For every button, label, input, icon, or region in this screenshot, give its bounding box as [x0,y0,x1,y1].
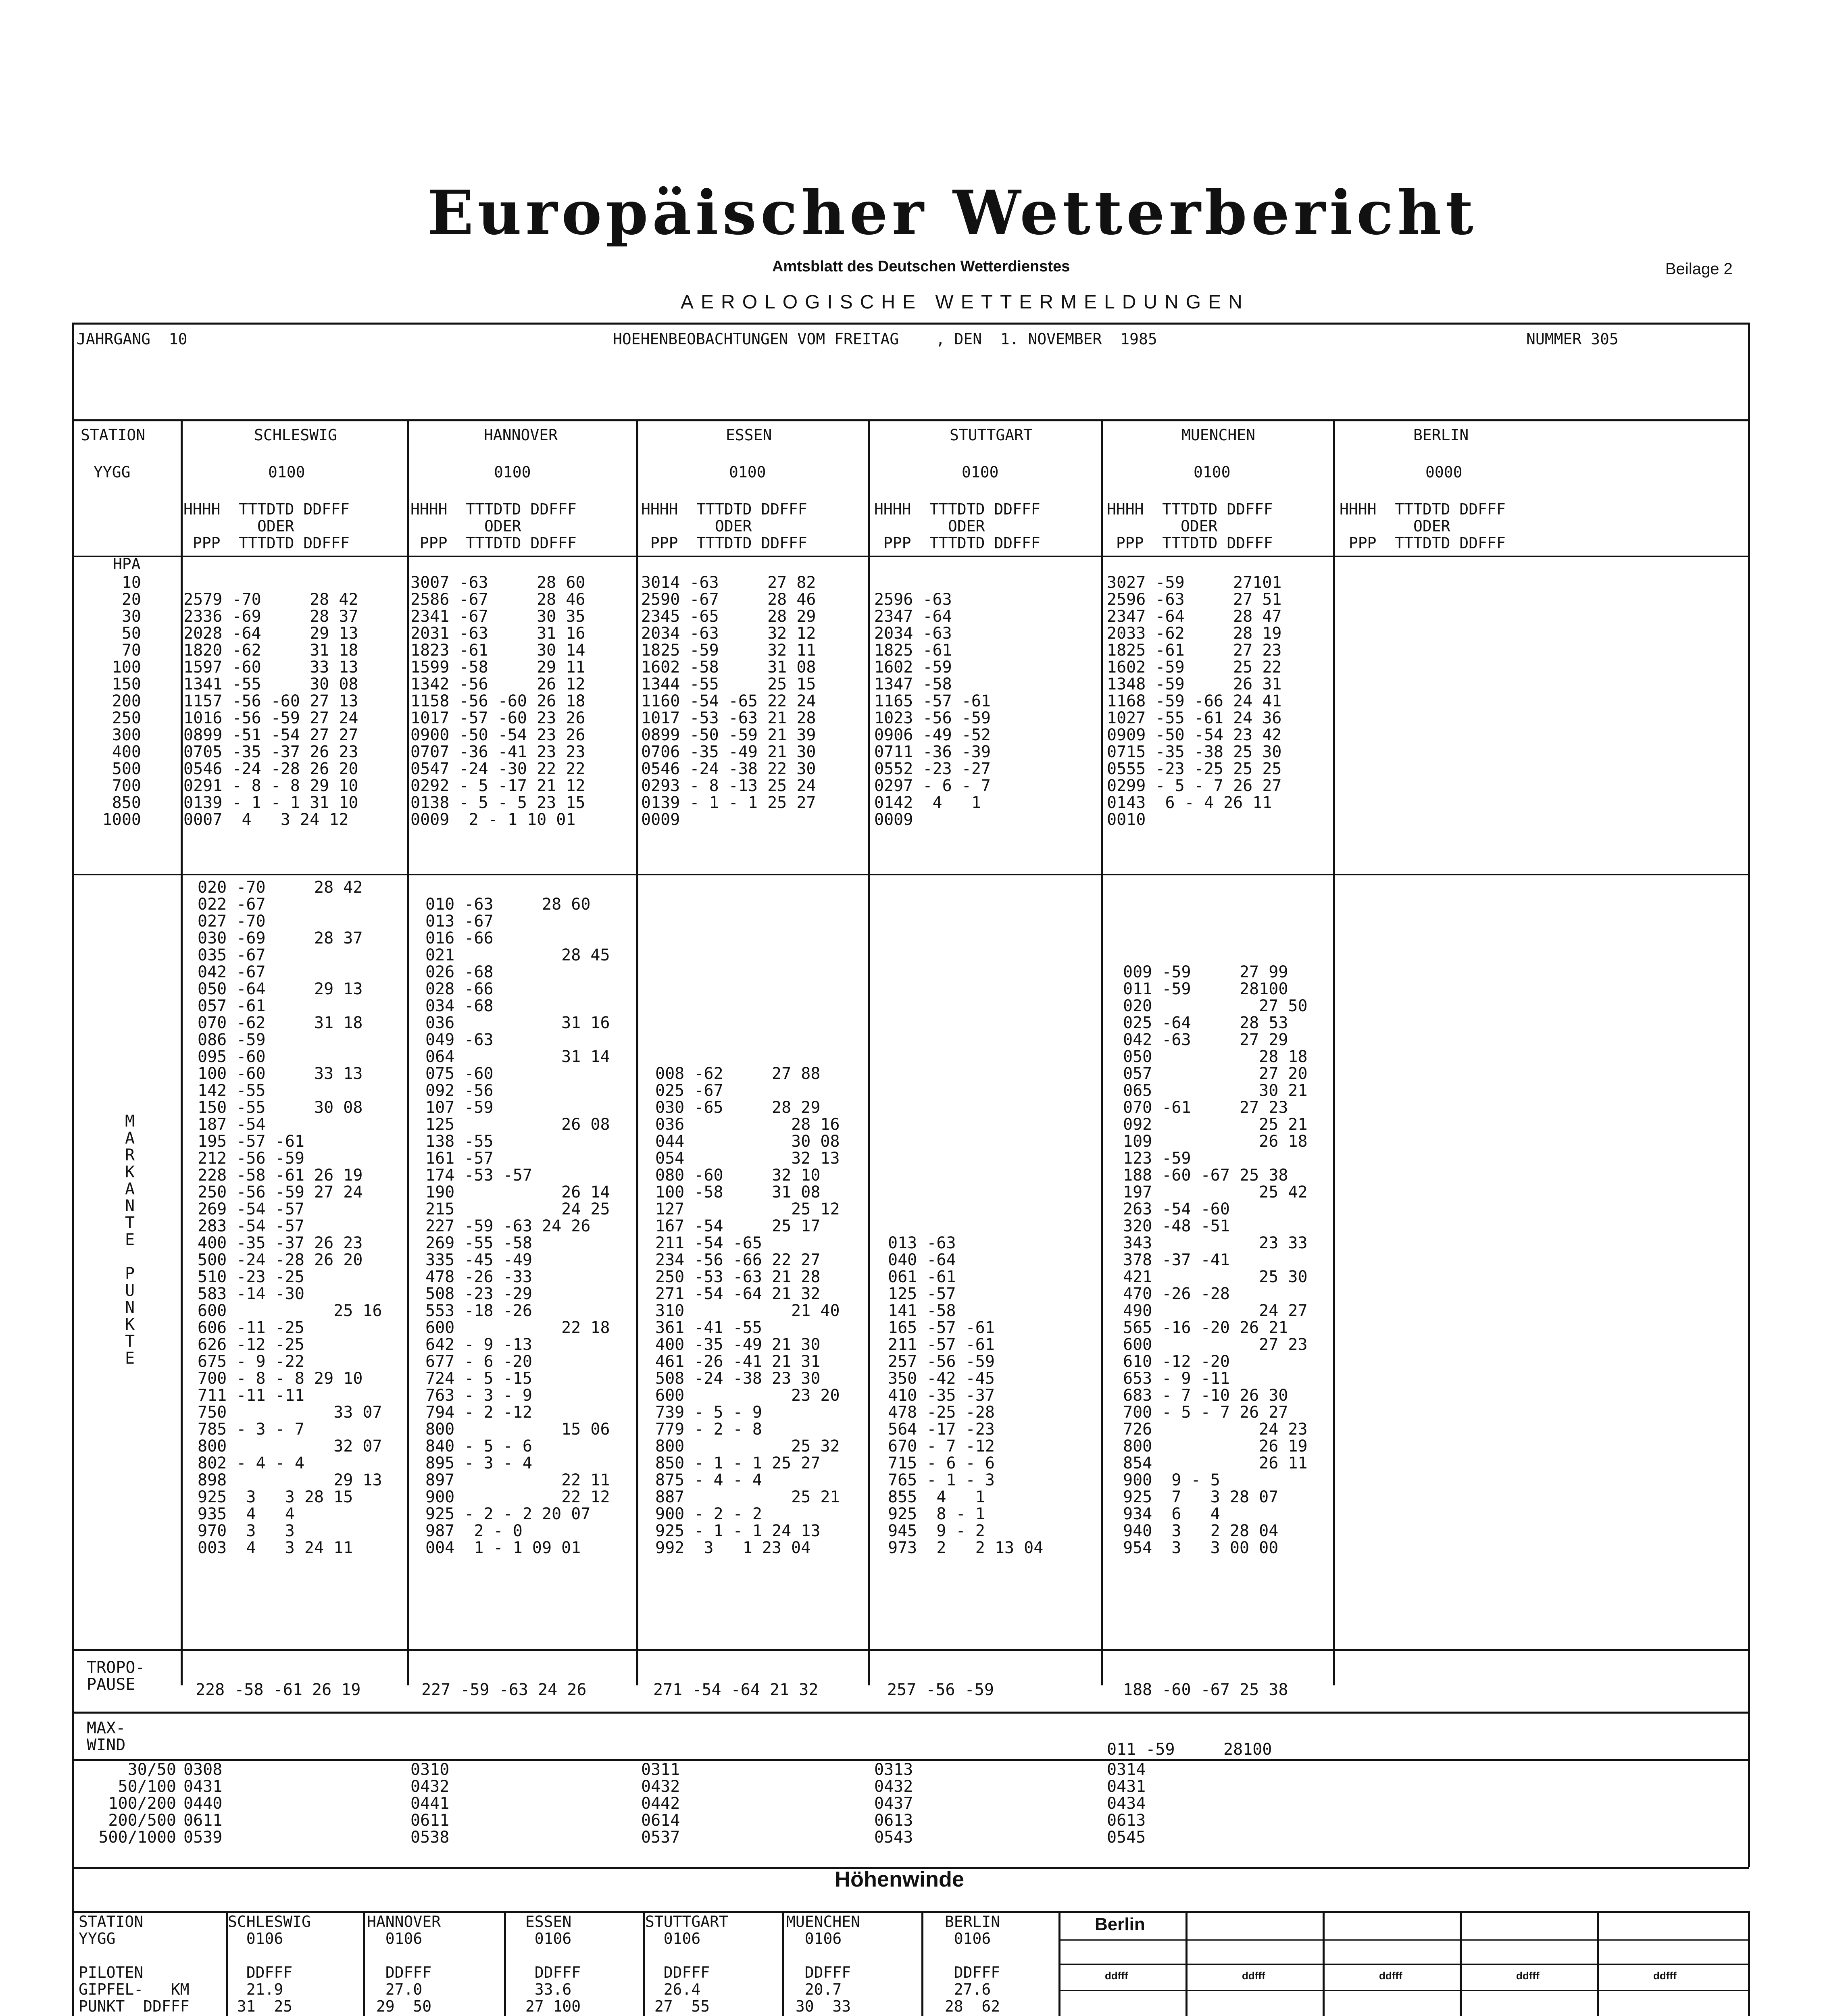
col-sep [782,1911,784,2016]
thickness-label: 30/50 50/100 100/200 200/500 500/1000 [98,1760,176,1847]
thickness-values: 0314 0431 0434 0613 0545 [1107,1760,1146,1847]
col-sep [868,419,870,1685]
observation-date: HOEHENBEOBACHTUNGEN VOM FREITAG , DEN 1. NOVEMBER 1985 [613,330,1157,348]
issue-number: NUMMER 305 [1526,330,1619,348]
col-sep [504,1911,506,2016]
thickness-values: 0313 0432 0437 0613 0543 [874,1760,913,1847]
station-name: ESSEN [726,426,772,444]
station-time: 0100 [268,463,305,481]
station-label: STATION [81,426,146,444]
station-name: STUTTGART [950,426,1033,444]
divider [72,874,1749,875]
lower-station-header: ESSEN 0106 DDFFF 33.6 27 100 [525,1913,581,2015]
mp-level-data: 013 -63 040 -64 061 -61 125 -57 141 -58 165 -57 -61 211 -57 -61 257 -56 -59 350 -42 -45 410 -35 -37 478 -25 -28 564 -17 -23 670 - 7 -12 715 - 6 - 6 765 - 1 - 3 855 4 1 925 8 - 1 945 9 - 2 973 2 2 13 04 [888,1234,1044,1557]
table-border-top [72,323,1749,325]
jahrgang: JAHRGANG 10 [77,330,188,348]
col-sep [1333,419,1335,1685]
berlin-title: Berlin [1095,1914,1145,1934]
divider [72,419,1749,421]
std-level-data: 2579 -70 28 42 2336 -69 28 37 2028 -64 29 13 1820 -62 31 18 1597 -60 33 13 1341 -55 30 08 1157 -56 -60 27 13 1016 -56 -59 27 24 0899 -51 -54 27 27 0705 -35 -37 26 23 0546 -24 -28 26 20 0291 - 8 - 8 29 10 0139 - 1 - 1 31 10 0007 4 3 24 12 [183,590,358,829]
markante-punkte-label: M A R K A N T E P U N K T E [125,1112,135,1368]
station-time: 0100 [1194,463,1231,481]
col-sep [181,419,183,1685]
thickness-values: 0311 0432 0442 0614 0537 [641,1760,680,1847]
divider [1058,1939,1749,1941]
column-header: HHHH TTTDTD DDFFF ODER PPP TTTDTD DDFFF [1107,500,1273,552]
column-header: HHHH TTTDTD DDFFF ODER PPP TTTDTD DDFFF [410,500,577,552]
station-time: 0100 [962,463,999,481]
station-time: 0100 [494,463,531,481]
tropopause-label: TROPO- PAUSE [87,1658,145,1694]
divider [72,556,1749,557]
divider [1058,1964,1749,1965]
ddfff-label: ddfff [1379,1970,1402,1982]
table-border-left [72,1867,74,2016]
station-name: SCHLESWIG [254,426,337,444]
thickness-values: 0308 0431 0440 0611 0539 [183,1760,223,1847]
station-name: HANNOVER [484,426,558,444]
col-sep [407,419,409,1685]
station-name: BERLIN [1413,426,1469,444]
divider [72,1712,1749,1714]
column-header: HHHH TTTDTD DDFFF ODER PPP TTTDTD DDFFF [874,500,1040,552]
tropopause-value: 227 -59 -63 24 26 [421,1681,587,1699]
lower-station-header: STUTTGART 0106 DDFFF 26.4 27 55 [645,1913,728,2015]
lower-station-header: HANNOVER 0106 DDFFF 27.0 29 50 [367,1913,441,2015]
yygg-label: YYGG [94,463,131,481]
ddfff-label: ddfff [1105,1970,1128,1982]
std-level-data: 3027 -59 27101 2596 -63 27 51 2347 -64 28 47 2033 -62 28 19 1825 -61 27 23 1602 -59 25 22 1348 -59 26 31 1168 -59 -66 24 41 1027 -55 -61 24 36 0909 -50 -54 23 42 0715 -35 -38 25 30 0555 -23 -25 25 25 0299 - 5 - 7 26 27 0143 6 - 4 26 11 0010 [1107,573,1282,829]
tropopause-value: 257 -56 -59 [887,1681,994,1699]
hoehenwinde-title: Höhenwinde [835,1867,964,1891]
ddfff-label: ddfff [1242,1970,1265,1982]
mp-level-data: 020 -70 28 42 022 -67 027 -70 030 -69 28 37 035 -67 042 -67 050 -64 29 13 057 -61 070 -62 31 18 086 -59 095 -60 100 -60 33 13 142 -55 150 -55 30 08 187 -54 195 -57 -61 212 -56 -59 228 -58 -61 26 19 250 -56 -59 27 24 269 -54 -57 283 -54 -57 400 -35 -37 26 23 500 -24 -28 26 20 510 -23 -25 583 -14 -30 600 25 16 606 -11 -25 626 -12 -25 675 - 9 -22 700 - 8 - 8 29 10 711 -11 -11 750 33 07 785 - 3 - 7 800 32 07 802 - 4 - 4 898 29 13 925 3 3 28 15 935 4 4 970 3 3 003 4 3 24 11 [198,878,382,1557]
table-border-right [1748,323,1750,1867]
tropopause-value: 188 -60 -67 25 38 [1123,1681,1288,1699]
lower-left-header: STATION YYGG PILOTEN GIPFEL- KM PUNKT DDFFF [79,1913,190,2015]
lower-station-header: BERLIN 0106 DDFFF 27.6 28 62 [944,1913,1000,2015]
page-title: Europäischer Wetterbericht [427,177,1477,248]
col-sep [1101,419,1103,1685]
mp-level-data: 009 -59 27 99 011 -59 28100 020 27 50 025 -64 28 53 042 -63 27 29 050 28 18 057 27 20 065 30 21 070 -61 27 23 092 25 21 109 26 18 123 -59 188 -60 -67 25 38 197 25 42 263 -54 -60 320 -48 -51 343 23 33 378 -37 -41 421 25 30 470 -26 -28 490 24 27 565 -16 -20 26 21 600 27 23 610 -12 -20 653 - 9 -11 683 - 7 -10 26 30 700 - 5 - 7 26 27 726 24 23 800 26 19 854 26 11 900 9 - 5 925 7 3 28 07 934 6 4 940 3 2 28 04 954 3 3 00 00 [1123,963,1308,1557]
divider [1058,1990,1749,1991]
column-header: HHHH TTTDTD DDFFF ODER PPP TTTDTD DDFFF [1340,500,1506,552]
column-header: HHHH TTTDTD DDFFF ODER PPP TTTDTD DDFFF [641,500,807,552]
std-level-data: 3007 -63 28 60 2586 -67 28 46 2341 -67 30 35 2031 -63 31 16 1823 -61 30 14 1599 -58 29 11 1342 -56 26 12 1158 -56 -60 26 18 1017 -57 -60 23 26 0900 -50 -54 23 26 0707 -36 -41 23 23 0547 -24 -30 22 22 0292 - 5 -17 21 12 0138 - 5 - 5 23 15 0009 2 - 1 10 01 [410,573,585,829]
thickness-values: 0310 0432 0441 0611 0538 [410,1760,450,1847]
column-header: HHHH TTTDTD DDFFF ODER PPP TTTDTD DDFFF [183,500,350,552]
col-sep [636,419,638,1685]
page-subtitle: Amtsblatt des Deutschen Wetterdienstes [772,258,1070,275]
lower-station-header: MUENCHEN 0106 DDFFF 20.7 30 33 [786,1913,860,2015]
tropopause-value: 228 -58 -61 26 19 [196,1681,361,1699]
std-level-data: 3014 -63 27 82 2590 -67 28 46 2345 -65 28 29 2034 -63 32 12 1825 -59 32 11 1602 -58 31 08 1344 -55 25 15 1160 -54 -65 22 24 1017 -53 -63 21 28 0899 -50 -59 21 39 0706 -35 -49 21 30 0546 -24 -38 22 30 0293 - 8 -13 25 24 0139 - 1 - 1 25 27 0009 [641,573,816,829]
col-sep [921,1911,923,2016]
table-border-left [72,323,74,1867]
beilage-label: Beilage 2 [1665,260,1733,278]
std-level-data: 2596 -63 2347 -64 2034 -63 1825 -61 1602 -59 1347 -58 1165 -57 -61 1023 -56 -59 0906 -49 -52 0711 -36 -39 0552 -23 -27 0297 - 6 - 7 0142 4 1 0009 [874,590,991,829]
table-border-top [72,1911,1749,1913]
station-name: MUENCHEN [1181,426,1256,444]
tropopause-value: 271 -54 -64 21 32 [653,1681,819,1699]
maxwind-value: 011 -59 28100 [1107,1740,1272,1759]
station-time: 0000 [1425,463,1463,481]
ddfff-label: ddfff [1516,1970,1540,1982]
divider [72,1649,1749,1651]
hpa-label: HPA [113,555,141,573]
mp-level-data: 008 -62 27 88 025 -67 030 -65 28 29 036 28 16 044 30 08 054 32 13 080 -60 32 10 100 -58 31 08 127 25 12 167 -54 25 17 211 -54 -65 234 -56 -66 22 27 250 -53 -63 21 28 271 -54 -64 21 32 310 21 40 361 -41 -55 400 -35 -49 21 30 461 -26 -41 21 31 508 -24 -38 23 30 600 23 20 739 - 5 - 9 779 - 2 - 8 800 25 32 850 - 1 - 1 25 27 875 - 4 - 4 887 25 21 900 - 2 - 2 925 - 1 - 1 24 13 992 3 1 23 04 [655,1064,840,1557]
lower-station-header: SCHLESWIG 0106 DDFFF 21.9 31 25 [228,1913,311,2015]
mp-level-data: 010 -63 28 60 013 -67 016 -66 021 28 45 026 -68 028 -66 034 -68 036 31 16 049 -63 064 31 14 075 -60 092 -56 107 -59 125 26 08 138 -55 161 -57 174 -53 -57 190 26 14 215 24 25 227 -59 -63 24 26 269 -55 -58 335 -45 -49 478 -26 -33 508 -23 -29 553 -18 -26 600 22 18 642 - 9 -13 677 - 6 -20 724 - 5 -15 763 - 3 - 9 794 - 2 -12 800 15 06 840 - 5 - 6 895 - 3 - 4 897 22 11 900 22 12 925 - 2 - 2 20 07 987 2 - 0 004 1 - 1 09 01 [425,895,610,1557]
maxwind-label: MAX- WIND [87,1719,126,1754]
station-time: 0100 [729,463,766,481]
section-title: AEROLOGISCHE WETTERMELDUNGEN [681,292,1250,313]
ddfff-label: ddfff [1653,1970,1677,1982]
pressure-levels: 10 20 30 50 70 100 150 200 250 300 400 500 700 850 1000 [102,573,141,829]
col-sep [363,1911,365,2016]
